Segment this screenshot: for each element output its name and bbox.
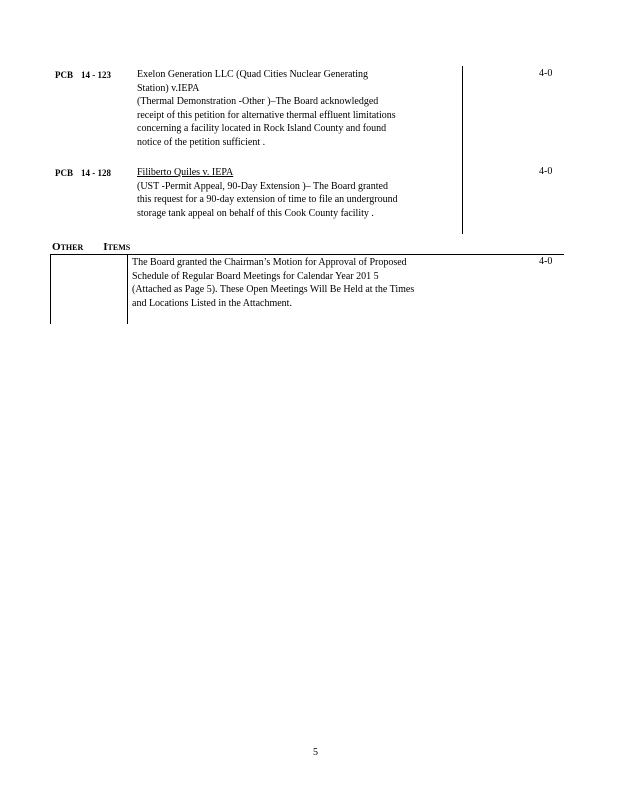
column-divider [127, 254, 128, 324]
case-number: 14 - 128 [81, 168, 111, 178]
case-description-line: storage tank appeal on behalf of this Cook County facility . [137, 207, 374, 219]
case-description-line: (UST -Permit Appeal, 90-Day Extension )– The Board granted [137, 180, 388, 192]
other-item-line: (Attached as Page 5). These Open Meetings Will Be Held at the Times [132, 284, 415, 295]
case-number: 14 - 123 [81, 70, 111, 80]
case-title [137, 68, 457, 149]
heading-text: TEMS [107, 243, 131, 252]
case-prefix: PCB [55, 168, 73, 178]
page-number: 5 [313, 747, 318, 758]
vote-result: 4-0 [539, 256, 553, 267]
case-description-line: receipt of this petition for alternative thermal effluent limitations [137, 109, 396, 121]
case-prefix: PCB [55, 70, 73, 80]
case-title [137, 166, 457, 220]
other-item-line: and Locations Listed in the Attachment. [132, 297, 292, 309]
case-title-line: Filiberto Quiles v. IEPA [137, 167, 234, 178]
case-title-line: Station) v.IEPA [137, 82, 200, 94]
heading-text: THER [60, 243, 84, 252]
case-description-line: notice of the petition sufficient . [137, 136, 266, 148]
other-item-line: The Board granted the Chairman’s Motion for Approval of Proposed [132, 257, 407, 268]
vote-result: 4-0 [539, 166, 553, 177]
section-heading [52, 237, 130, 255]
other-item-line: Schedule of Regular Board Meetings for Calendar Year 201 5 [132, 270, 379, 282]
vote-result: 4-0 [539, 68, 553, 79]
case-description-line: (Thermal Demonstration -Other )–The Board acknowledged [137, 96, 379, 107]
case-description-line: concerning a facility located in Rock Island County and found [137, 123, 387, 134]
table-left-border [50, 254, 51, 324]
heading-letter: O [52, 241, 61, 253]
case-title-line: Exelon Generation LLC (Quad Cities Nuclear Generating [137, 69, 369, 80]
heading-letter: I [103, 241, 108, 253]
case-description-line: this request for a 90-day extension of time to file an underground [137, 194, 398, 205]
column-divider [462, 66, 463, 234]
other-item-text [132, 256, 472, 310]
